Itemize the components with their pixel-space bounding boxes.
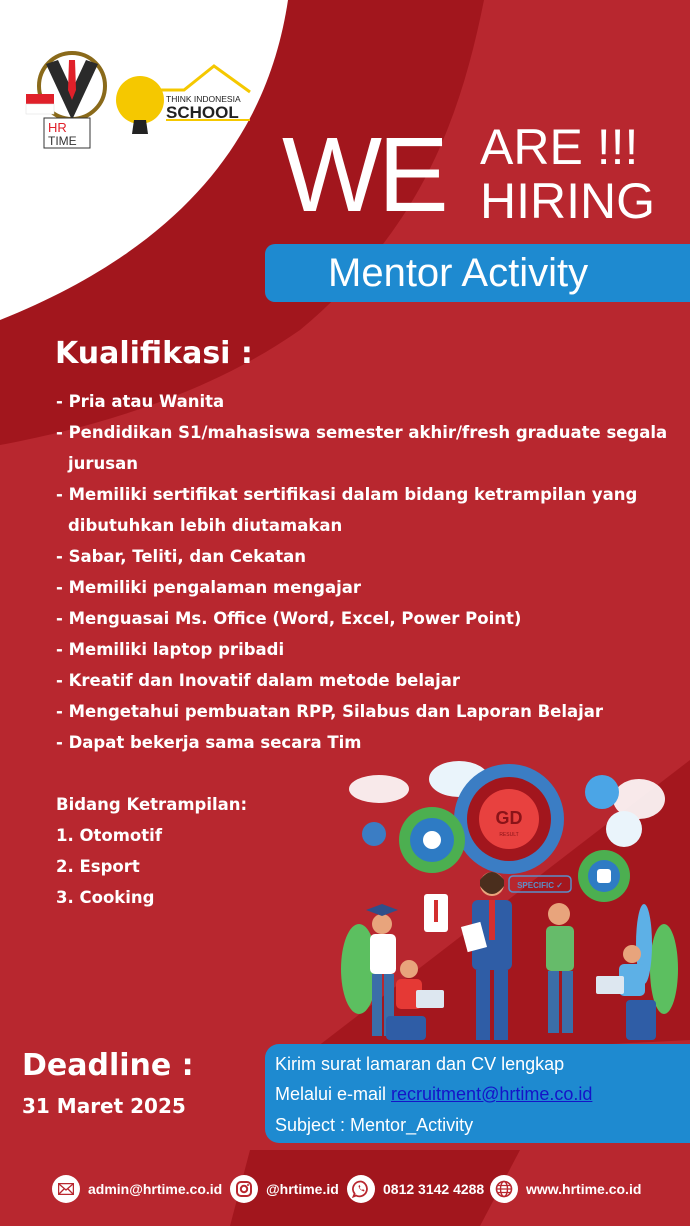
deadline-date: 31 Maret 2025: [22, 1094, 186, 1118]
application-email-line: Melalui e-mail recruitment@hrtime.co.id: [275, 1084, 593, 1104]
recruitment-email-link[interactable]: recruitment@hrtime.co.id: [391, 1084, 593, 1104]
deadline-label: Deadline :: [22, 1048, 194, 1083]
hr-time-logo: [26, 53, 105, 148]
qualification-item: - Memiliki sertifikat sertifikasi dalam bidang ketrampilan yang dibutuhkan lebih diutamakan: [56, 485, 638, 535]
green-gear-icon: [578, 850, 630, 902]
footer-contacts: [0, 1172, 690, 1206]
qualification-item: - Mengetahui pembuatan RPP, Silabus dan Laporan Belajar: [56, 702, 604, 721]
qualification-item: - Dapat bekerja sama secara Tim: [56, 733, 362, 752]
footer-whatsapp[interactable]: 0812 3142 4288: [347, 1172, 484, 1206]
instagram-icon: [230, 1175, 258, 1203]
think-indonesia-school-logo: [116, 66, 250, 134]
svg-text:HR: HR: [48, 120, 67, 135]
small-gear-icon: [362, 822, 386, 846]
svg-text:THINK INDONESIA: THINK INDONESIA: [166, 94, 241, 104]
qualification-item: - Kreatif dan Inovatif dalam metode belajar: [56, 671, 461, 690]
footer-website[interactable]: www.hrtime.co.id: [490, 1172, 641, 1206]
headline-we: WE: [282, 116, 445, 234]
globe-icon: [490, 1175, 518, 1203]
skill-item: 3. Cooking: [56, 888, 155, 907]
skill-item: 1. Otomotif: [56, 826, 162, 845]
position-banner: [265, 244, 690, 302]
svg-text:RESULT: RESULT: [499, 832, 519, 838]
large-gear-icon: [454, 764, 564, 874]
qualification-item: - Sabar, Teliti, dan Cekatan: [56, 547, 307, 566]
green-gear-icon: [399, 807, 465, 873]
skill-item: 2. Esport: [56, 857, 140, 876]
headline-hiring: HIRING: [480, 173, 655, 229]
position-title: Mentor Activity: [328, 251, 589, 295]
headline-are: ARE !!!: [480, 119, 639, 175]
orb-icon: [585, 775, 619, 809]
skills-list: [56, 820, 162, 913]
qualification-item: - Memiliki pengalaman mengajar: [56, 578, 362, 597]
mentor-illustration: [334, 754, 679, 1044]
svg-text:SCHOOL: SCHOOL: [166, 103, 239, 122]
cloud-icon: [349, 775, 409, 803]
qualifications-list: [56, 386, 686, 758]
skills-title: Bidang Ketrampilan:: [56, 795, 248, 814]
footer-email[interactable]: admin@hrtime.co.id: [52, 1172, 222, 1206]
application-line: Kirim surat lamaran dan CV lengkap: [275, 1054, 565, 1074]
footer-instagram[interactable]: @hrtime.id: [230, 1172, 339, 1206]
qualification-item: - Pendidikan S1/mahasiswa semester akhir/fresh graduate segala jurusan: [56, 423, 668, 473]
application-instructions: [265, 1044, 690, 1143]
qualifications-title: Kualifikasi :: [55, 336, 253, 371]
leaf-icon: [650, 924, 678, 1014]
svg-text:GD: GD: [495, 808, 523, 828]
partner-logos: [24, 50, 264, 160]
qualification-item: - Memiliki laptop pribadi: [56, 640, 285, 659]
whatsapp-icon: [347, 1175, 375, 1203]
svg-text:TIME: TIME: [48, 134, 77, 148]
svg-text:SPECIFIC ✓: SPECIFIC ✓: [517, 881, 563, 890]
mail-icon: [52, 1175, 80, 1203]
qualification-item: - Menguasai Ms. Office (Word, Excel, Power Point): [56, 609, 522, 628]
white-gear-icon: [606, 811, 642, 847]
qualification-item: - Pria atau Wanita: [56, 392, 225, 411]
application-subject: Subject : Mentor_Activity: [275, 1115, 474, 1135]
student-figure: [546, 903, 574, 1033]
teacher-figure: [461, 872, 512, 1040]
